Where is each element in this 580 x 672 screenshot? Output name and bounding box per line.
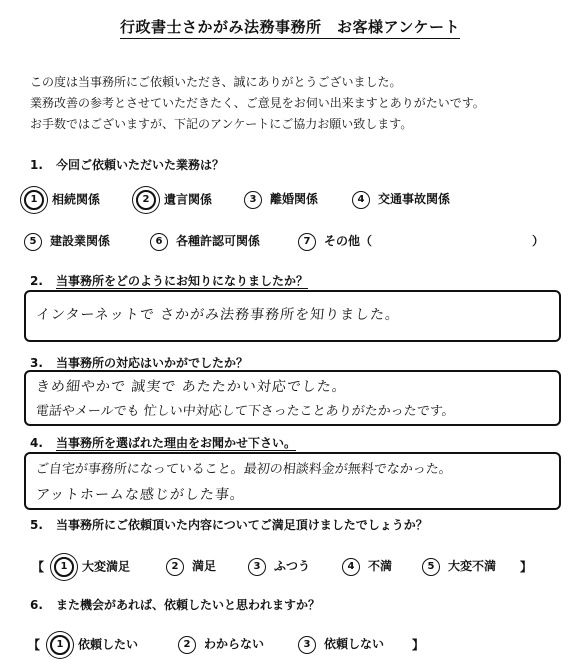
- option-mark: 2: [178, 636, 196, 654]
- option-label: 建設業関係: [50, 234, 111, 248]
- intro-line: お手数ではございますが、下記のアンケートにご協力お願い致します。: [30, 117, 413, 131]
- q6-open-bracket: 【: [28, 638, 41, 652]
- option-mark: 5: [422, 558, 440, 576]
- q1-option-2[interactable]: [136, 190, 212, 210]
- question-number: 3.: [30, 356, 43, 370]
- question-5: [30, 516, 428, 533]
- question-number: 5.: [30, 518, 43, 532]
- intro-paragraph: [30, 72, 485, 135]
- question-text: 当事務所の対応はいかがでしたか？: [56, 356, 249, 370]
- question-3: [30, 354, 248, 371]
- option-label: ふつう: [274, 559, 311, 573]
- handwritten-answer: 電話やメールでも 忙しい中対応して下さったことありがたかったです。: [35, 404, 456, 419]
- q5-option-4[interactable]: [342, 557, 392, 576]
- option-label: その他（: [324, 234, 373, 248]
- survey-title: [0, 16, 580, 37]
- option-mark: 4: [352, 191, 370, 209]
- q5-option-5[interactable]: [422, 557, 496, 576]
- handwritten-answer: アットホームな感じがした事。: [35, 487, 246, 503]
- option-mark: 5: [24, 233, 42, 251]
- option-label: 依頼したい: [78, 637, 139, 652]
- intro-line: 業務改善の参考とさせていただきたく、ご意見をお伺い出来ますとありがたいです。: [30, 96, 485, 110]
- question-text: 当事務所を選ばれた理由をお聞かせ下さい。: [56, 436, 297, 450]
- question-text: また機会があれば、依頼したいと思われますか？: [56, 598, 321, 612]
- option-mark: 3: [244, 191, 262, 209]
- intro-line: この度は当事務所にご依頼いただき、誠にありがとうございました。: [30, 75, 402, 89]
- option-mark: 4: [342, 558, 360, 576]
- question-2: [30, 272, 308, 289]
- q1-option-7[interactable]: [298, 232, 372, 251]
- q1-option-4[interactable]: [352, 190, 450, 209]
- q6-option-1[interactable]: [50, 635, 138, 655]
- option-mark: 2: [166, 558, 184, 576]
- option-mark: 1: [24, 190, 44, 210]
- option-label: わからない: [204, 637, 265, 651]
- question-number: 1.: [30, 158, 43, 172]
- option-label: 不満: [368, 559, 393, 573]
- question-text: 当事務所にご依頼頂いた内容についてご満足頂けましたでしょうか？: [56, 518, 428, 532]
- option-label: 依頼しない: [324, 637, 385, 651]
- q5-close-bracket: 】: [520, 560, 533, 574]
- q1-option-3[interactable]: [244, 190, 318, 209]
- q1-option-6[interactable]: [150, 232, 260, 251]
- other-close-paren: ）: [532, 234, 545, 248]
- q5-open-bracket: 【: [32, 560, 45, 574]
- option-label: 大変満足: [82, 559, 131, 574]
- option-label: 遺言関係: [164, 192, 213, 207]
- q5-option-1[interactable]: [54, 557, 130, 577]
- option-label: 各種許認可関係: [176, 234, 261, 248]
- question-number: 6.: [30, 598, 43, 612]
- option-mark: 6: [150, 233, 168, 251]
- q6-option-3[interactable]: [298, 635, 384, 654]
- q6-option-2[interactable]: [178, 635, 264, 654]
- option-label: 満足: [192, 559, 217, 573]
- q5-option-3[interactable]: [248, 557, 310, 576]
- handwritten-answer: インターネットで さかがみ法務事務所を知りました。: [35, 307, 401, 323]
- option-mark: 1: [50, 635, 70, 655]
- question-6: [30, 596, 320, 613]
- q4-answer-box[interactable]: [24, 452, 561, 510]
- question-number: 4.: [30, 436, 43, 450]
- handwritten-answer: ご自宅が事務所になっていること。最初の相談料金が無料でなかった。: [35, 462, 453, 477]
- q1-option-1[interactable]: [24, 190, 100, 210]
- q2-answer-box[interactable]: [24, 290, 561, 342]
- option-label: 離婚関係: [270, 192, 319, 206]
- question-number: 2.: [30, 274, 43, 288]
- question-text: 当事務所をどのようにお知りになりましたか？: [56, 274, 309, 288]
- option-label: 大変不満: [448, 559, 497, 573]
- option-mark: 7: [298, 233, 316, 251]
- survey-title-text: 行政書士さかがみ法務事務所 お客様アンケート: [120, 18, 460, 39]
- option-mark: 3: [248, 558, 266, 576]
- question-1: [30, 156, 224, 173]
- option-label: 相続関係: [52, 192, 101, 207]
- q3-answer-box[interactable]: [24, 370, 561, 426]
- q5-option-2[interactable]: [166, 557, 216, 576]
- q6-close-bracket: 】: [412, 638, 425, 652]
- option-mark: 1: [54, 557, 74, 577]
- handwritten-answer: きめ細やかで 誠実で あたたかい対応でした。: [35, 379, 348, 395]
- option-mark: 3: [298, 636, 316, 654]
- option-mark: 2: [136, 190, 156, 210]
- question-text: 今回ご依頼いただいた業務は？: [56, 158, 225, 172]
- q1-option-5[interactable]: [24, 232, 110, 251]
- option-label: 交通事故関係: [378, 192, 451, 206]
- question-4: [30, 434, 296, 451]
